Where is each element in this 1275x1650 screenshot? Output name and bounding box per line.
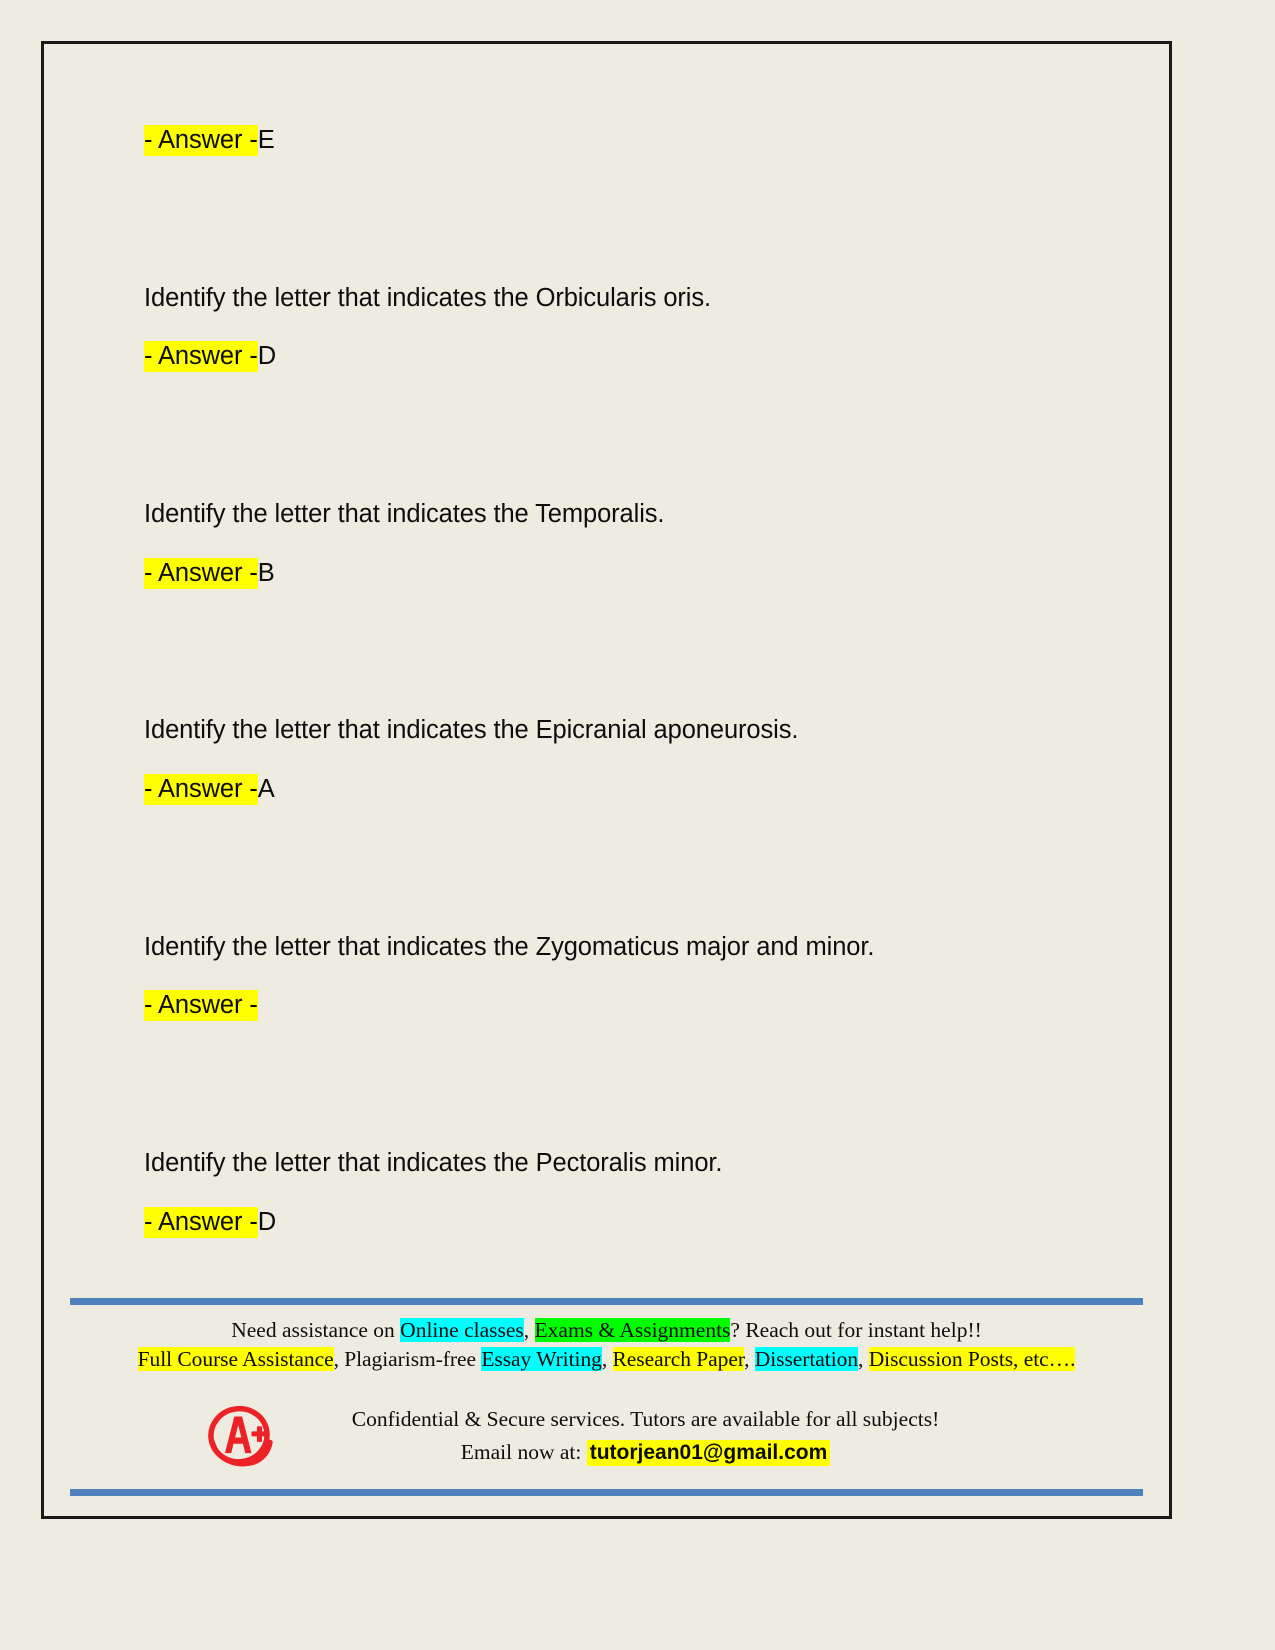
promo-plagiarism-free: , Plagiarism-free [333,1347,482,1372]
q-a-gap [144,748,1109,773]
answer-value: D [257,1207,277,1236]
promo-line-1 [70,1316,1143,1346]
qa-block [144,714,1109,806]
footer-inner [70,1305,1143,1489]
confidential-line: Confidential & Secure services. Tutors are available for all subjects! [351,1406,940,1431]
email-line [298,1436,993,1470]
question-line: Identify the letter that indicates the Temporalis. [144,499,665,528]
qa-block [144,124,1109,158]
block-spacer [144,1023,1109,1085]
answer-value: A [257,774,275,803]
answer-label: - Answer - [144,342,258,371]
footer-divider-top [70,1298,1143,1305]
block-spacer [144,1085,1109,1147]
qa-block [144,498,1109,590]
answer-value: B [257,558,275,587]
promo-essay-writing: Essay Writing [481,1347,602,1372]
promo-sep-3: , [744,1347,755,1372]
promo-online-classes: Online classes [400,1317,524,1342]
footer-bottom [70,1397,1143,1475]
promo-sep-2: , [601,1347,613,1372]
block-spacer [144,652,1109,714]
qa-block [144,282,1109,374]
answer-line [144,557,1109,591]
q-a-gap [144,1181,1109,1206]
promo-reach-out: ? Reach out for instant help!! [730,1317,982,1342]
answer-value: D [257,342,277,371]
block-spacer [144,807,1109,869]
qa-content [144,124,1109,1239]
answer-label: - Answer - [144,126,258,154]
promo-full-course-assistance: Full Course Assistance [137,1347,334,1372]
answer-line [144,124,1109,158]
block-spacer [144,869,1109,931]
promo-sep-1: , [523,1317,535,1342]
block-spacer [144,158,1109,220]
block-spacer [144,436,1109,498]
question-line: Identify the letter that indicates the Pectoralis minor. [144,1148,723,1177]
a-plus-grade-icon [200,1397,278,1475]
email-address[interactable]: tutorjean01@gmail.com [587,1440,831,1466]
answer-line [144,773,1109,807]
question-line: Identify the letter that indicates the Orbicularis oris. [144,283,712,312]
answer-label: - Answer - [144,991,258,1020]
logo-wrap [180,1397,298,1475]
answer-label: - Answer - [144,558,258,587]
question-line: Identify the letter that indicates the Zygomaticus major and minor. [144,932,875,961]
question-line: Identify the letter that indicates the Epicranial aponeurosis. [144,716,799,745]
qa-block [144,1147,1109,1239]
promo-dissertation: Dissertation [754,1347,859,1372]
block-spacer [144,220,1109,282]
q-a-gap [144,315,1109,340]
answer-line [144,340,1109,374]
footer-divider-bottom [70,1489,1143,1496]
promo-research-paper: Research Paper [612,1347,745,1372]
answer-line [144,1206,1109,1240]
promo-sep-4: , [858,1347,869,1372]
block-spacer [144,374,1109,436]
promo-line-2 [70,1345,1143,1375]
promo-discussion-posts: Discussion Posts, etc…. [868,1347,1076,1372]
promo-exams-assignments: Exams & Assignments [534,1317,731,1342]
email-prefix: Email now at: [460,1439,587,1464]
contact-block [298,1403,1143,1470]
document-page [41,41,1172,1519]
promo-footer [70,1298,1143,1496]
answer-label: - Answer - [144,774,258,803]
q-a-gap [144,532,1109,557]
qa-block [144,931,1109,1023]
block-spacer [144,590,1109,652]
answer-value: E [257,126,275,154]
q-a-gap [144,964,1109,989]
promo-text-need: Need assistance on [231,1317,401,1342]
answer-line [144,989,1109,1023]
answer-label: - Answer - [144,1207,258,1236]
